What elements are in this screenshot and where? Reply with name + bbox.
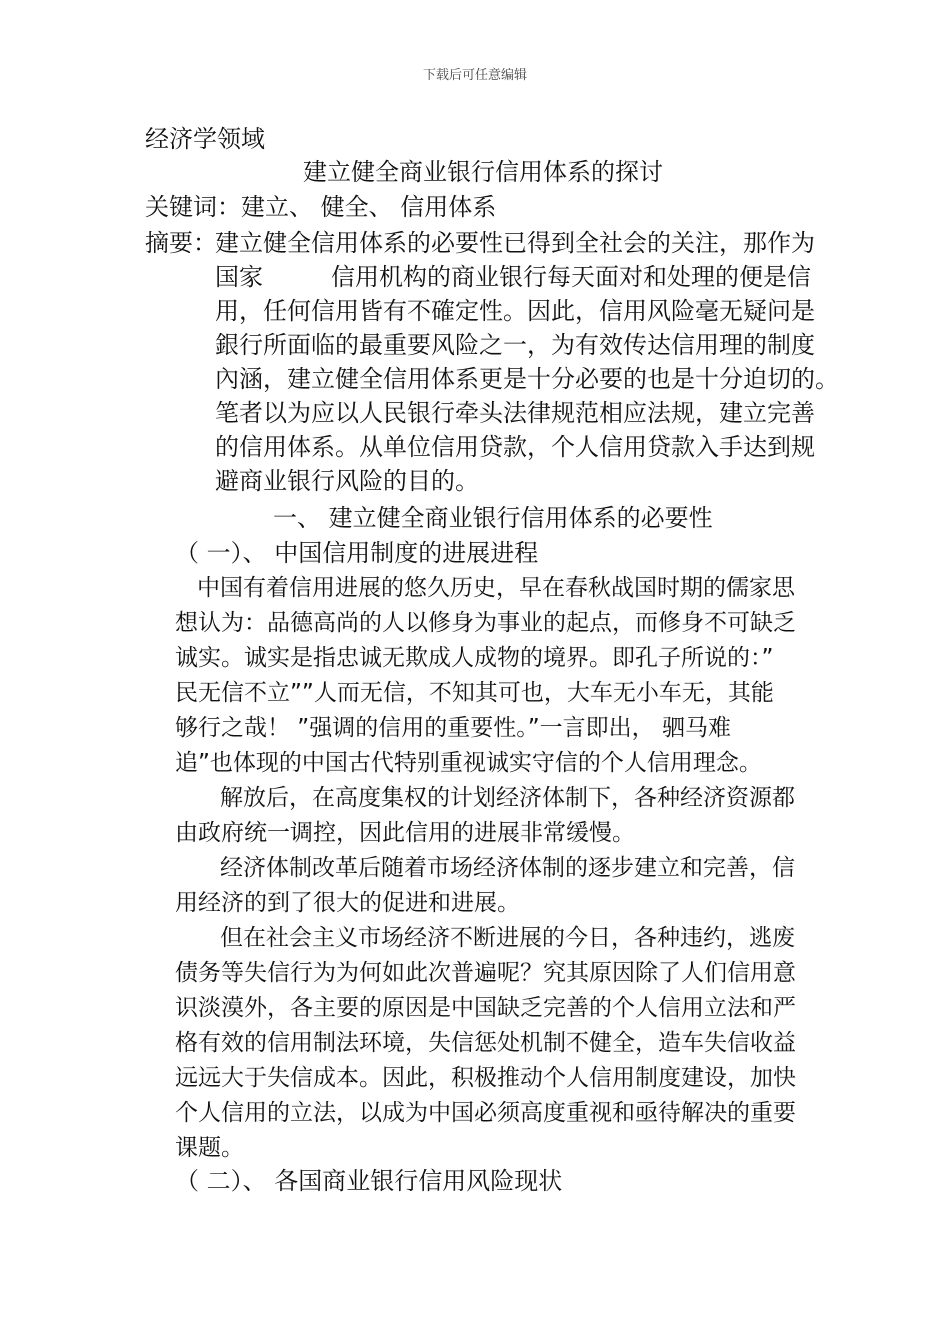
section-heading: 一、 建立健全商业银行信用体系的必要性: [273, 504, 713, 532]
abstract-line: 用，任何信用皆有不確定性。因此，信用风险毫无疑问是: [215, 297, 815, 325]
abstract-line: 的信用体系。从单位信用贷款，个人信用贷款入手达到规: [215, 433, 815, 461]
body-line: 远远大于失信成本。因此，积极推动个人信用制度建设，加快: [175, 1065, 796, 1091]
abstract-line: 避商业银行风险的目的。: [215, 467, 479, 495]
abstract-line: 銀行所面临的最重要风险之一，为有效传达信用理的制度: [215, 331, 815, 359]
body-line: 中国有着信用进展的悠久历史，早在春秋战国时期的儒家思: [197, 575, 795, 601]
abstract-line: 建立健全信用体系的必要性已得到全社会的关注，那作为: [215, 229, 815, 257]
abstract-line-part: 国家: [215, 263, 263, 291]
keywords: 关键词：建立、 健全、 信用体系: [145, 193, 497, 221]
body-line: 诚实。诚实是指忠诚无欺成人成物的境界。即孔子所说的：”: [175, 645, 774, 671]
body-line: 识淡漠外，各主要的原因是中国缺乏完善的个人信用立法和严: [175, 995, 796, 1021]
body-line: 课题。: [175, 1135, 244, 1161]
abstract-line: 內涵，建立健全信用体系更是十分必要的也是十分迫切的。: [215, 365, 839, 393]
field-label: 经济学领域: [145, 125, 265, 153]
body-line: 够行之哉！ ”强调的信用的重要性。”一言即出， 驷马难: [175, 715, 731, 741]
body-line: 个人信用的立法，以成为中国必须高度重视和亟待解决的重要: [175, 1100, 796, 1126]
body-line: 债务等失信行为为何如此次普遍呢？究其原因除了人们信用意: [175, 960, 796, 986]
body-line: 用经济的到了很大的促进和进展。: [175, 890, 520, 916]
body-line: 由政府统一调控，因此信用的进展非常缓慢。: [175, 820, 635, 846]
body-line: 解放后，在高度集权的计划经济体制下，各种经济资源都: [220, 785, 795, 811]
body-line: 但在社会主义市场经济不断进展的今日，各种违约，逃废: [220, 925, 795, 951]
body-line: 格有效的信用制法环境，失信惩处机制不健全，造车失信收益: [175, 1030, 796, 1056]
abstract-label: 摘要：: [145, 229, 217, 257]
abstract-line: [215, 262, 811, 292]
page-header: 下载后可任意编辑: [422, 68, 527, 83]
body-line: 追”也体现的中国古代特别重视诚实守信的个人信用理念。: [175, 750, 762, 776]
document-title: 建立健全商业银行信用体系的探讨: [303, 158, 663, 186]
body-line: 想认为：品德高尚的人以修身为事业的起点，而修身不可缺乏: [175, 610, 796, 636]
subsection-heading: （ 一）、 中国信用制度的进展进程: [175, 539, 539, 567]
body-line: 民无信不立””人而无信，不知其可也，大车无小车无，其能: [175, 680, 774, 706]
abstract-line: 笔者以为应以人民银行牵头法律规范相应法规，建立完善: [215, 399, 815, 427]
abstract-line-part: 信用机构的商业银行每天面对和处理的便是信: [331, 263, 811, 291]
subsection-heading: （ 二）、 各国商业银行信用风险现状: [175, 1167, 563, 1195]
body-line: 经济体制改革后随着市场经济体制的逐步建立和完善，信: [220, 855, 795, 881]
